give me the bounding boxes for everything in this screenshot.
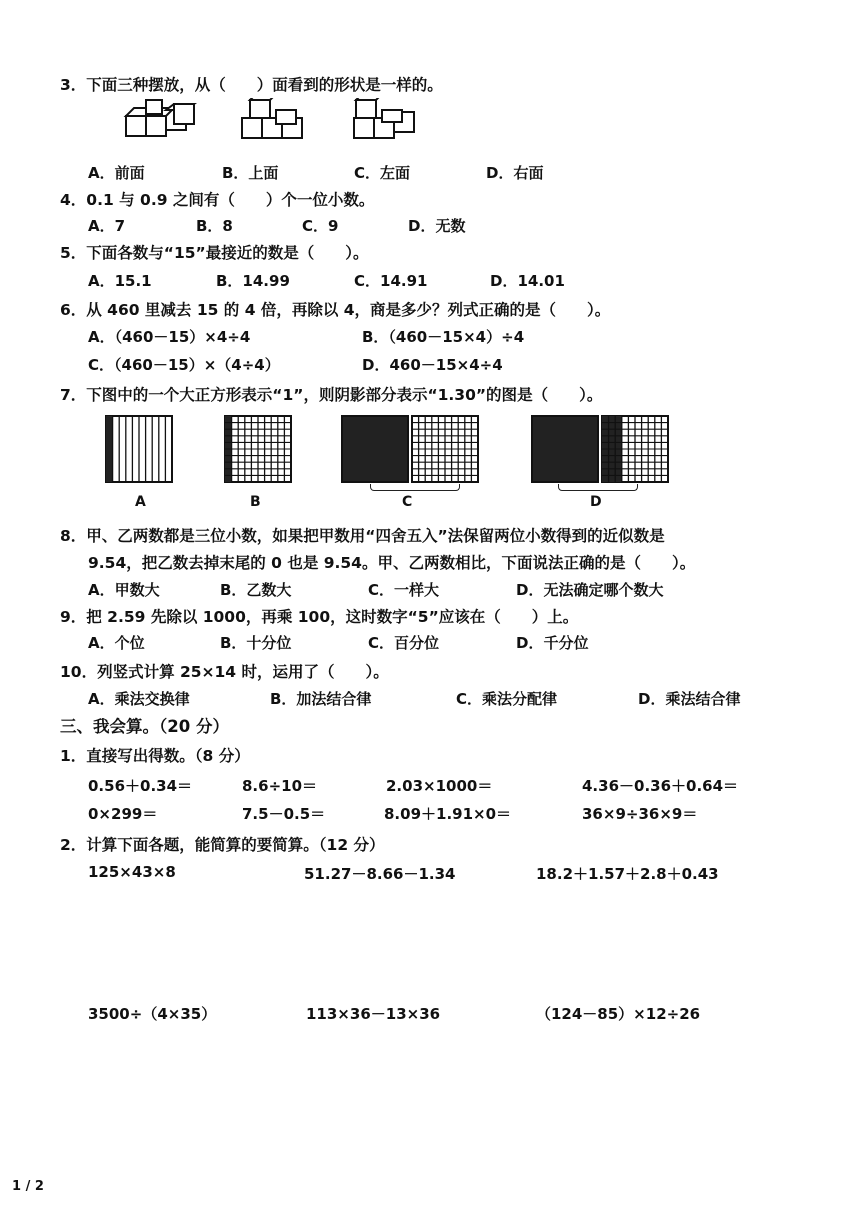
q10-stem: 10．列竖式计算 25×14 时，运用了（ ）。 bbox=[60, 663, 389, 681]
q5-option-b[interactable]: B．14.99 bbox=[216, 272, 290, 290]
q3-cube-figures bbox=[120, 98, 420, 146]
q9-option-b[interactable]: B．十分位 bbox=[220, 634, 292, 652]
q3-option-d[interactable]: D．右面 bbox=[486, 164, 544, 182]
q4-option-b[interactable]: B．8 bbox=[196, 217, 233, 235]
section3-title: 三、我会算。（20 分） bbox=[60, 717, 229, 736]
q6-option-a[interactable]: A．（460－15）×4÷4 bbox=[88, 328, 251, 346]
q6-option-c[interactable]: C．（460－15）×（4÷4） bbox=[88, 356, 280, 374]
cube-arrangement-3 bbox=[354, 98, 414, 138]
q4-option-d[interactable]: D．无数 bbox=[408, 217, 466, 235]
cube-arrangement-1 bbox=[126, 100, 194, 136]
figure-b-grid bbox=[225, 416, 291, 482]
q7-grid-figures bbox=[0, 412, 860, 484]
q5-stem: 5．下面各数与“15”最接近的数是（ ）。 bbox=[60, 244, 369, 262]
q9-option-c[interactable]: C．百分位 bbox=[368, 634, 440, 652]
q8-stem-line2: 9.54，把乙数去掉末尾的 0 也是 9.54。甲、乙两数相比，下面说法正确的是（ ）。 bbox=[88, 554, 696, 572]
q6-option-d[interactable]: D．460－15×4÷4 bbox=[362, 356, 503, 374]
shaded-column bbox=[106, 416, 113, 482]
calc-problem: 51.27－8.66－1.34 bbox=[304, 865, 456, 883]
q6-option-b[interactable]: B．（460－15×4）÷4 bbox=[362, 328, 525, 346]
q8-stem-line1: 8．甲、乙两数都是三位小数，如果把甲数用“四舍五入”法保留两位小数得到的近似数是 bbox=[60, 527, 665, 545]
calc-item: 4.36－0.36＋0.64＝ bbox=[582, 777, 739, 795]
q6-stem: 6．从 460 里减去 15 的 4 倍，再除以 4，商是多少？列式正确的是（ ）。 bbox=[60, 301, 611, 319]
figure-a-grid bbox=[106, 416, 172, 482]
calc-item: 2.03×1000＝ bbox=[386, 777, 493, 795]
q3-option-a[interactable]: A．前面 bbox=[88, 164, 145, 182]
q8-option-c[interactable]: C．一样大 bbox=[368, 581, 440, 599]
q10-option-d[interactable]: D．乘法结合律 bbox=[638, 690, 741, 708]
figure-d-grids bbox=[532, 416, 668, 482]
calc-item: 0×299＝ bbox=[88, 805, 158, 823]
page-number: 1 / 2 bbox=[12, 1179, 44, 1194]
calc-problem: 3500÷（4×35） bbox=[88, 1005, 217, 1023]
q5-option-d[interactable]: D．14.01 bbox=[490, 272, 565, 290]
section3-part1-title: 1．直接写出得数。（8 分） bbox=[60, 747, 250, 765]
calc-problem: 18.2＋1.57＋2.8＋0.43 bbox=[536, 865, 719, 883]
q3-option-c[interactable]: C．左面 bbox=[354, 164, 411, 182]
q5-option-c[interactable]: C．14.91 bbox=[354, 272, 428, 290]
figure-a-label[interactable]: A bbox=[135, 494, 146, 510]
calc-item: 8.6÷10＝ bbox=[242, 777, 318, 795]
calc-item: 8.09＋1.91×0＝ bbox=[384, 805, 512, 823]
q8-option-d[interactable]: D．无法确定哪个数大 bbox=[516, 581, 664, 599]
figure-c-brace bbox=[370, 484, 460, 491]
q9-option-d[interactable]: D．千分位 bbox=[516, 634, 589, 652]
q10-option-a[interactable]: A．乘法交换律 bbox=[88, 690, 190, 708]
calc-problem: 125×43×8 bbox=[88, 863, 176, 881]
q7-stem: 7．下图中的一个大正方形表示“1”，则阴影部分表示“1.30”的图是（ ）。 bbox=[60, 386, 603, 404]
calc-item: 0.56＋0.34＝ bbox=[88, 777, 193, 795]
calc-problem: 113×36－13×36 bbox=[306, 1005, 441, 1023]
figure-c-grids bbox=[342, 416, 478, 482]
q4-option-a[interactable]: A．7 bbox=[88, 217, 126, 235]
q8-option-a[interactable]: A．甲数大 bbox=[88, 581, 160, 599]
section3-part2-title: 2．计算下面各题，能简算的要简算。（12 分） bbox=[60, 836, 385, 854]
figure-d-brace bbox=[558, 484, 638, 491]
figure-c-label[interactable]: C bbox=[402, 494, 413, 510]
q9-stem: 9．把 2.59 先除以 1000，再乘 100，这时数字“5”应该在（ ）上。 bbox=[60, 608, 579, 626]
figure-b-label[interactable]: B bbox=[250, 494, 261, 510]
shaded-square bbox=[342, 416, 408, 482]
q3-option-b[interactable]: B．上面 bbox=[222, 164, 279, 182]
q4-option-c[interactable]: C．9 bbox=[302, 217, 339, 235]
shaded-square bbox=[532, 416, 598, 482]
calc-problem: （124－85）×12÷26 bbox=[536, 1005, 701, 1023]
q10-option-c[interactable]: C．乘法分配律 bbox=[456, 690, 558, 708]
figure-d-label[interactable]: D bbox=[590, 494, 602, 510]
q3-stem: 3．下面三种摆放，从（ ）面看到的形状是一样的。 bbox=[60, 76, 443, 94]
q4-stem: 4．0.1 与 0.9 之间有（ ）个一位小数。 bbox=[60, 191, 375, 209]
q5-option-a[interactable]: A．15.1 bbox=[88, 272, 152, 290]
q9-option-a[interactable]: A．个位 bbox=[88, 634, 145, 652]
calc-item: 36×9÷36×9＝ bbox=[582, 805, 698, 823]
q8-option-b[interactable]: B．乙数大 bbox=[220, 581, 292, 599]
calc-item: 7.5－0.5＝ bbox=[242, 805, 326, 823]
cube-arrangement-2 bbox=[242, 98, 302, 138]
q10-option-b[interactable]: B．加法结合律 bbox=[270, 690, 372, 708]
